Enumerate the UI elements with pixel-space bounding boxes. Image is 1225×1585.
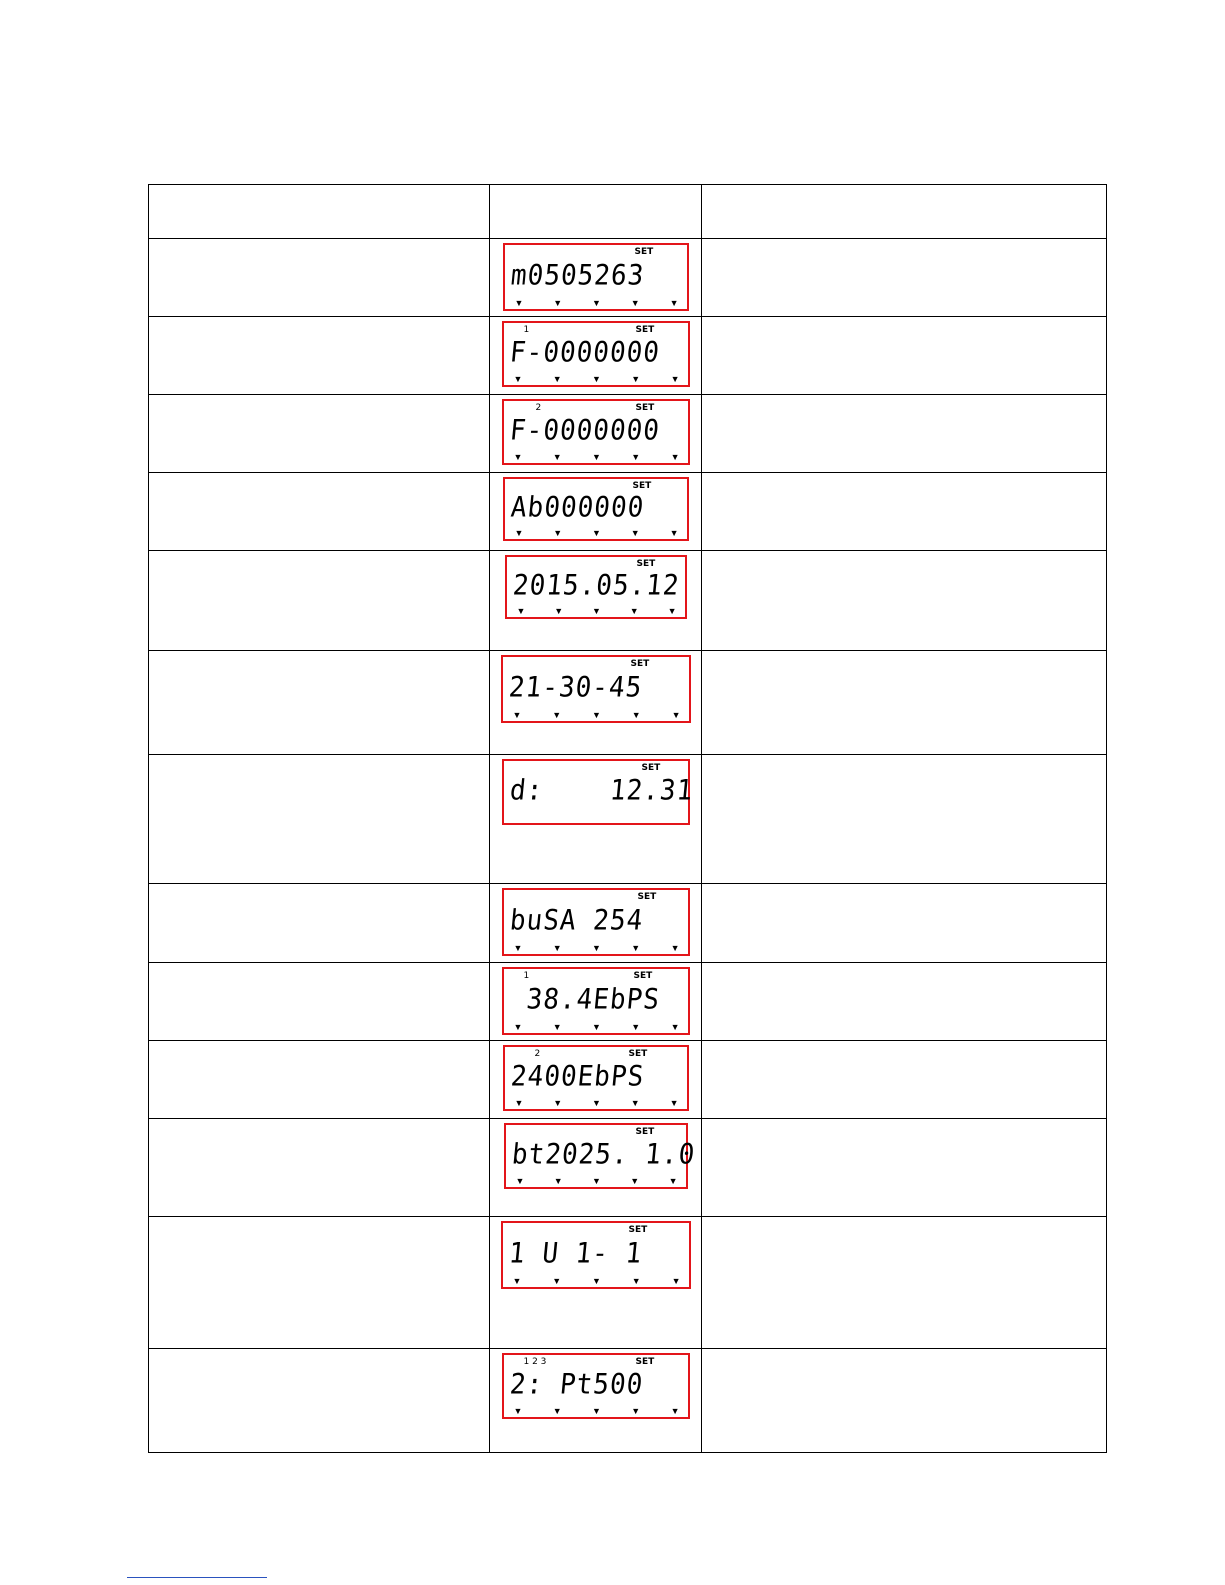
down-arrow-icon: ▼ [630,298,640,308]
table-row [149,1041,1107,1119]
down-arrow-icon: ▼ [670,1406,680,1416]
display-cell [490,1349,702,1453]
down-arrow-icon: ▼ [513,452,523,462]
down-arrow-icon: ▼ [514,298,524,308]
notes-cell [702,884,1107,963]
lcd-readout: buSA 254 [507,904,645,938]
lcd-set-indicator: SET [636,559,656,569]
lcd-display [501,1221,691,1289]
table-row [149,963,1107,1041]
lcd-channel-indicator: 1 [523,971,530,981]
lcd-display [502,321,690,387]
down-arrow-icon: ▼ [552,1406,562,1416]
down-arrow-icon: ▼ [512,1276,522,1286]
lcd-display [502,1353,690,1419]
notes-cell [702,1041,1107,1119]
footnote-separator [127,1577,267,1578]
notes-cell [702,395,1107,473]
display-cell [490,884,702,963]
notes-cell [702,755,1107,884]
down-arrow-icon: ▼ [512,710,522,720]
display-cell [490,963,702,1041]
display-cell [490,473,702,551]
lcd-readout: 2015.05.12 [510,569,681,603]
table-row [149,1349,1107,1453]
down-arrow-icon: ▼ [631,943,641,953]
lcd-set-indicator: SET [628,1225,648,1235]
lcd-readout: 2: Pt500 [507,1368,645,1402]
notes-cell [702,473,1107,551]
down-arrow-icon: ▼ [552,1276,562,1286]
lcd-readout: 1 U 1- 1 [506,1237,644,1271]
notes-cell [702,1349,1107,1453]
down-arrow-icon: ▼ [553,1176,563,1186]
lcd-arrow-markers [514,1406,680,1416]
display-cell [490,1119,702,1217]
down-arrow-icon: ▼ [592,606,601,616]
down-arrow-icon: ▼ [669,528,679,538]
notes-cell [702,317,1107,395]
lcd-set-indicator: SET [632,481,652,491]
table-row [149,317,1107,395]
lcd-set-indicator: SET [637,892,657,902]
lcd-set-indicator: SET [630,659,650,669]
table-row [149,551,1107,651]
display-cell [490,755,702,884]
down-arrow-icon: ▼ [513,943,523,953]
table-row [149,239,1107,317]
lcd-readout: m0505263 [508,259,646,293]
notes-cell [702,239,1107,317]
display-cell [490,651,702,755]
lcd-arrow-markers [517,606,677,616]
lcd-arrow-markers [515,528,679,538]
down-arrow-icon: ▼ [552,1022,562,1032]
down-arrow-icon: ▼ [671,710,681,720]
down-arrow-icon: ▼ [667,606,677,616]
lcd-readout: 38.4EbPS [507,983,661,1017]
lcd-display [503,477,689,541]
lcd-arrow-markers [516,1176,678,1186]
lcd-arrow-markers [513,1276,681,1286]
down-arrow-icon: ▼ [631,1022,641,1032]
lcd-readout: d: 12.31 [507,774,695,808]
lcd-channel-indicator: 2 [534,1049,541,1059]
down-arrow-icon: ▼ [669,1098,679,1108]
down-arrow-icon: ▼ [592,1022,601,1032]
description-cell [149,551,490,651]
down-arrow-icon: ▼ [513,1406,523,1416]
description-cell [149,755,490,884]
display-cell [490,395,702,473]
description-cell [149,1041,490,1119]
lcd-readout: F-0000000 [507,414,661,448]
lcd-readout: F-0000000 [507,336,661,370]
down-arrow-icon: ▼ [592,374,601,384]
lcd-readout: 21-30-45 [506,671,644,705]
down-arrow-icon: ▼ [552,710,562,720]
down-arrow-icon: ▼ [592,1176,601,1186]
lcd-arrow-markers [515,1098,679,1108]
lcd-channel-indicator: 2 [535,403,542,413]
down-arrow-icon: ▼ [592,710,601,720]
table-row [149,884,1107,963]
display-cell [490,1217,702,1349]
down-arrow-icon: ▼ [668,1176,678,1186]
lcd-channel-indicator: 1 2 3 [523,1357,547,1367]
display-cell [490,1041,702,1119]
description-cell [149,317,490,395]
down-arrow-icon: ▼ [592,943,601,953]
table-row [149,1119,1107,1217]
down-arrow-icon: ▼ [513,374,523,384]
down-arrow-icon: ▼ [631,1276,641,1286]
table-row [149,755,1107,884]
down-arrow-icon: ▼ [513,1022,523,1032]
lcd-arrow-markers [514,374,680,384]
down-arrow-icon: ▼ [592,452,601,462]
down-arrow-icon: ▼ [631,452,641,462]
down-arrow-icon: ▼ [592,298,601,308]
down-arrow-icon: ▼ [631,374,641,384]
table-row [149,1217,1107,1349]
lcd-set-indicator: SET [635,1357,655,1367]
lcd-display [502,888,690,956]
notes-cell [702,551,1107,651]
table-row [149,473,1107,551]
description-cell [149,884,490,963]
description-cell [149,1119,490,1217]
lcd-arrow-markers [514,943,680,953]
down-arrow-icon: ▼ [669,298,679,308]
description-cell [149,963,490,1041]
lcd-display [501,655,691,723]
lcd-channel-indicator: 1 [523,325,530,335]
lcd-display [502,759,695,825]
description-cell [149,473,490,551]
table-body [149,239,1107,1453]
lcd-display [502,399,690,465]
notes-cell [702,963,1107,1041]
notes-cell [702,651,1107,755]
down-arrow-icon: ▼ [592,1098,601,1108]
description-cell [149,395,490,473]
down-arrow-icon: ▼ [514,528,524,538]
down-arrow-icon: ▼ [592,1276,601,1286]
down-arrow-icon: ▼ [671,1276,681,1286]
lcd-arrow-markers [513,710,681,720]
description-cell [149,651,490,755]
lcd-set-indicator: SET [635,1127,655,1137]
down-arrow-icon: ▼ [592,528,601,538]
down-arrow-icon: ▼ [670,943,680,953]
lcd-readout: bt2025. 1.0 [509,1138,697,1172]
down-arrow-icon: ▼ [630,1098,640,1108]
notes-cell [702,1217,1107,1349]
down-arrow-icon: ▼ [630,528,640,538]
down-arrow-icon: ▼ [630,1176,640,1186]
lcd-readout: 2400EbPS [508,1060,646,1094]
header-cell-3 [702,185,1107,239]
down-arrow-icon: ▼ [631,1406,641,1416]
lcd-set-indicator: SET [633,971,653,981]
down-arrow-icon: ▼ [553,528,563,538]
down-arrow-icon: ▼ [516,606,526,616]
down-arrow-icon: ▼ [514,1098,524,1108]
down-arrow-icon: ▼ [553,1098,563,1108]
lcd-set-indicator: SET [641,763,661,773]
table-row [149,395,1107,473]
description-cell [149,239,490,317]
display-cell [490,317,702,395]
lcd-set-indicator: SET [634,247,654,257]
down-arrow-icon: ▼ [631,710,641,720]
down-arrow-icon: ▼ [629,606,639,616]
settings-table [148,184,1107,1453]
lcd-display [502,967,690,1035]
down-arrow-icon: ▼ [552,374,562,384]
down-arrow-icon: ▼ [515,1176,525,1186]
lcd-display [504,1123,697,1189]
down-arrow-icon: ▼ [670,374,680,384]
down-arrow-icon: ▼ [554,606,564,616]
lcd-display [505,555,687,619]
header-cell-1 [149,185,490,239]
table-row [149,651,1107,755]
down-arrow-icon: ▼ [592,1406,601,1416]
lcd-arrow-markers [515,298,679,308]
display-cell [490,551,702,651]
display-cell [490,239,702,317]
lcd-readout: Ab000000 [508,491,646,525]
lcd-display [503,243,689,311]
lcd-arrow-markers [514,1022,680,1032]
lcd-set-indicator: SET [635,403,655,413]
down-arrow-icon: ▼ [670,1022,680,1032]
header-cell-2 [490,185,702,239]
lcd-set-indicator: SET [635,325,655,335]
down-arrow-icon: ▼ [553,298,563,308]
description-cell [149,1349,490,1453]
lcd-set-indicator: SET [628,1049,648,1059]
lcd-display [503,1045,689,1111]
lcd-arrow-markers [514,452,680,462]
table-header-row [149,185,1107,239]
notes-cell [702,1119,1107,1217]
description-cell [149,1217,490,1349]
down-arrow-icon: ▼ [670,452,680,462]
down-arrow-icon: ▼ [552,943,562,953]
down-arrow-icon: ▼ [552,452,562,462]
